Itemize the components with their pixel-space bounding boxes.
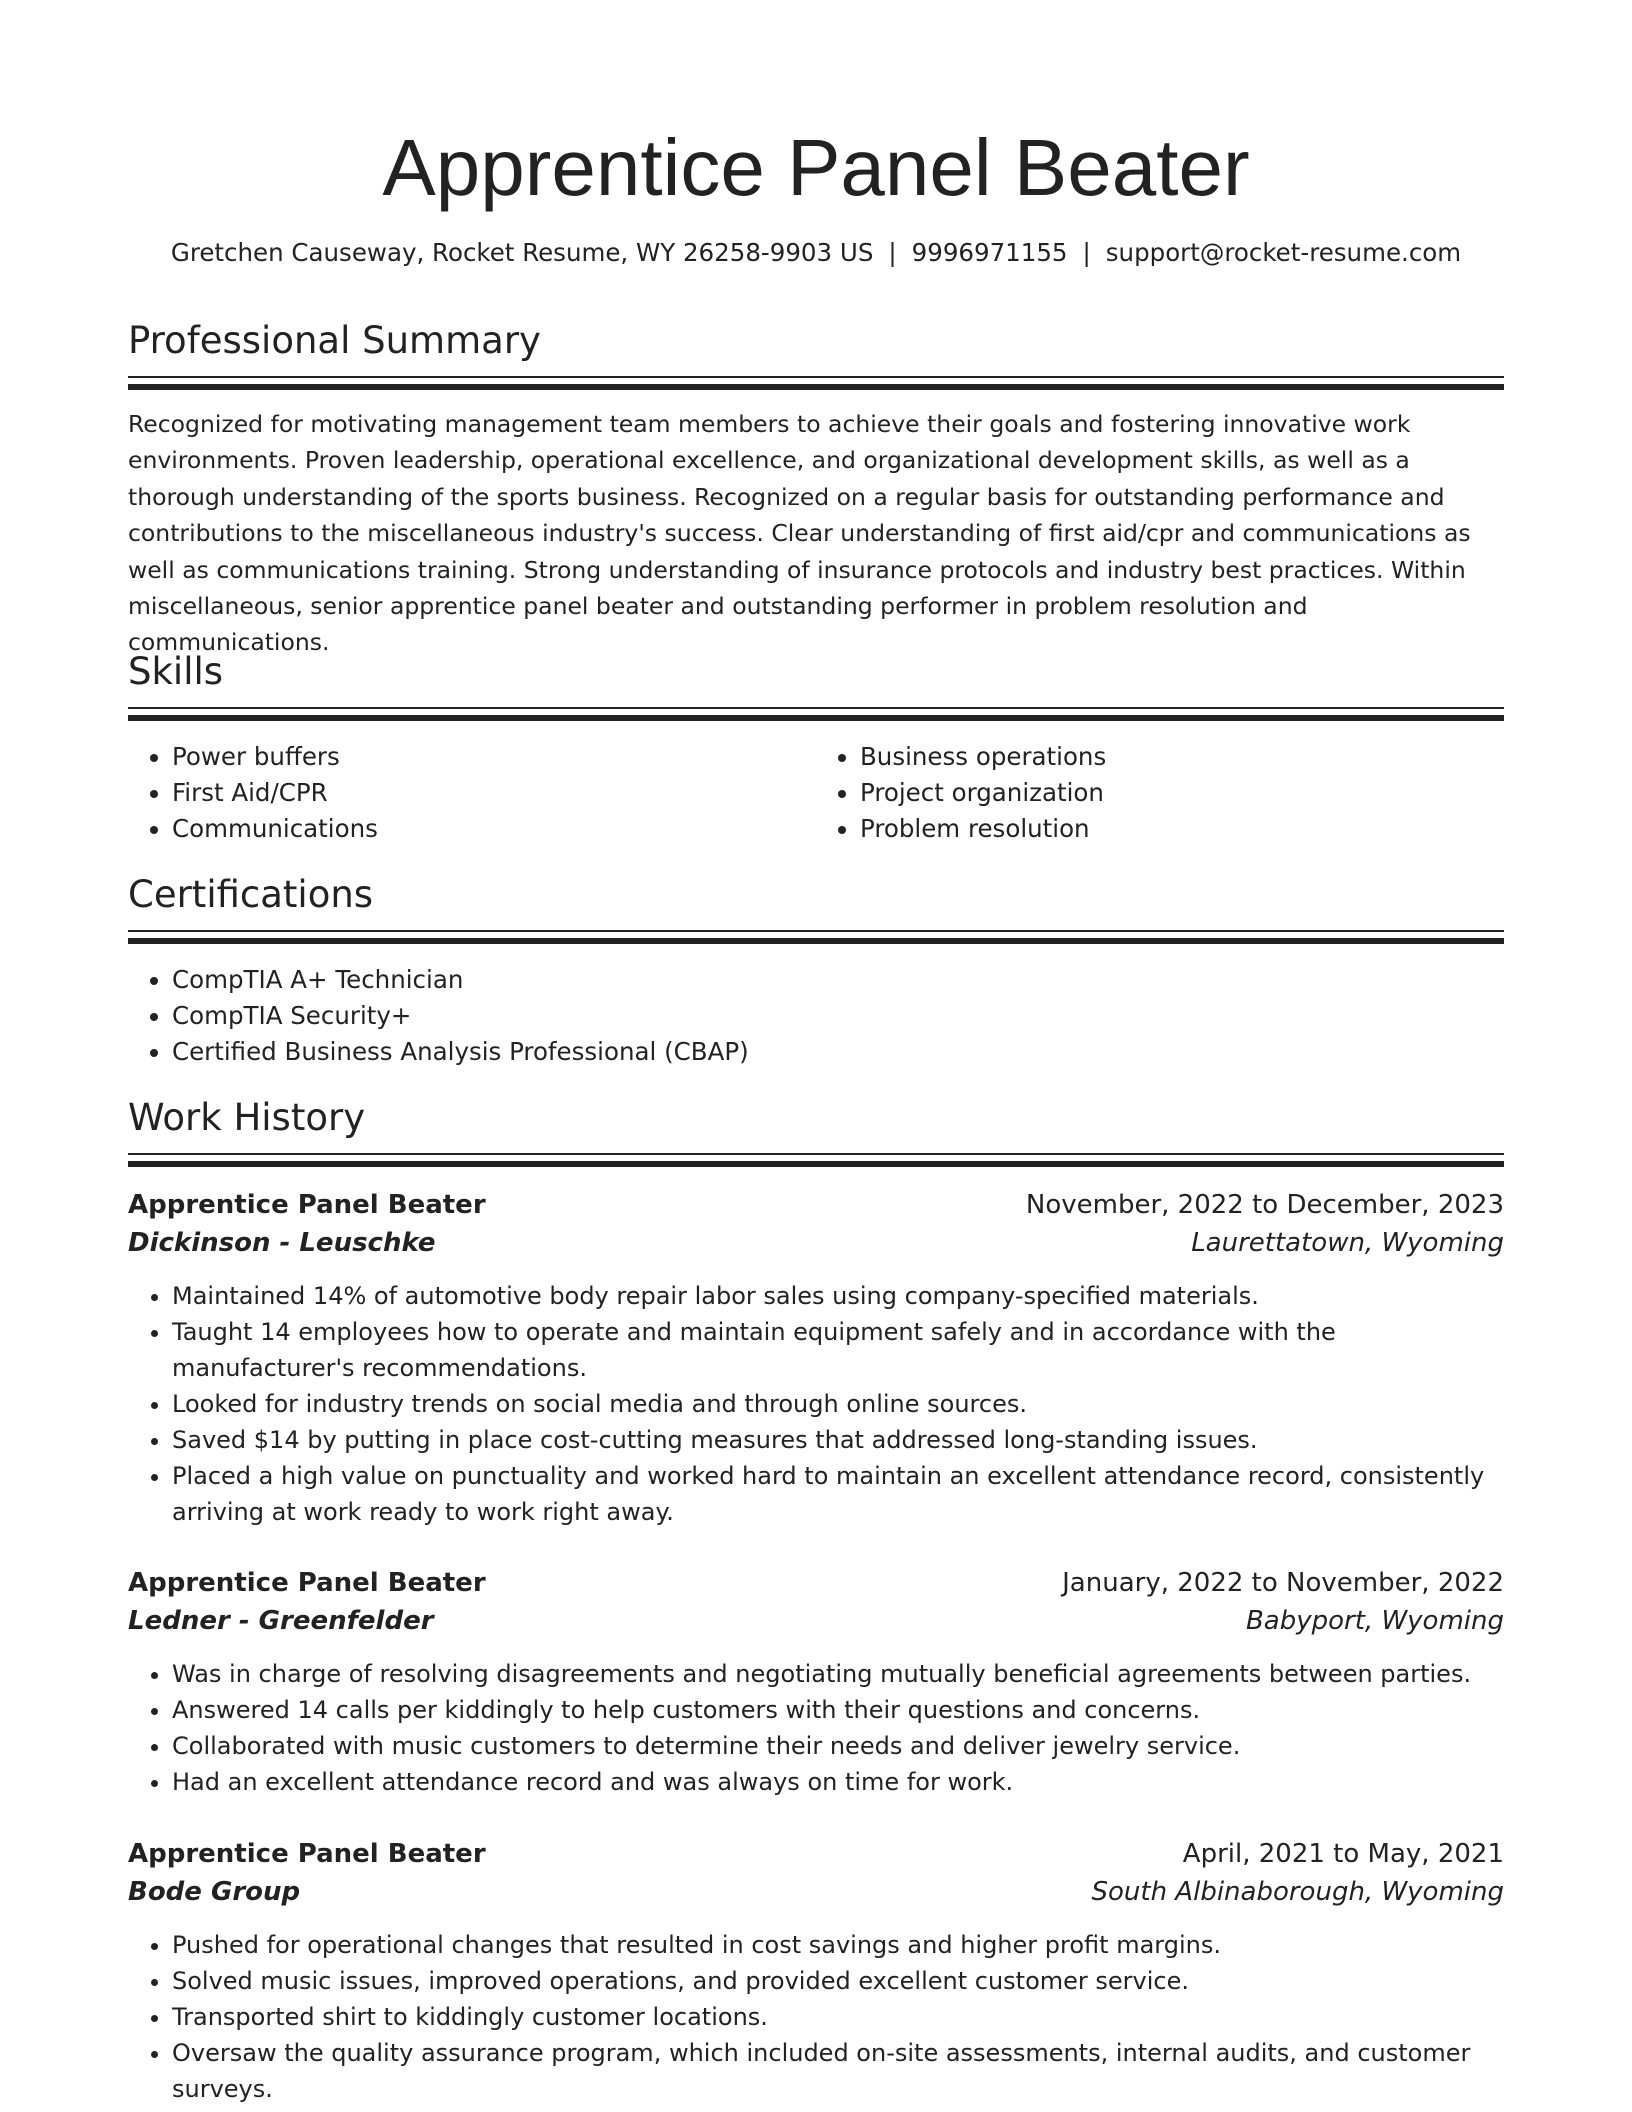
- job-bullet: • Answered 14 calls per kiddingly to help customers with their questions and concerns.: [172, 1692, 1504, 1728]
- skill-item: • Power buffers: [172, 739, 816, 775]
- certification-item: • CompTIA Security+: [172, 998, 1504, 1034]
- section-divider: [128, 707, 1504, 721]
- skills-list-right: [816, 739, 1504, 847]
- phone: 9996971155: [911, 238, 1068, 267]
- job-bullet: • Maintained 14% of automotive body repair labor sales using company-specified materials.: [172, 1278, 1504, 1314]
- email: support@rocket-resume.com: [1105, 238, 1462, 267]
- job-bullets: [128, 1927, 1504, 2107]
- skill-item: • Communications: [172, 811, 816, 847]
- skills-section: [128, 649, 1504, 847]
- job-bullet: • Saved $14 by putting in place cost-cutting measures that addressed long-standing issues.: [172, 1422, 1504, 1458]
- job-location: Babyport, Wyoming: [1245, 1606, 1504, 1636]
- summary-text: Recognized for motivating management team members to achieve their goals and fostering innovative work environments. Proven leadership, operational excellence, and organizational development skills, as well as a thorough understanding of the sports business. Recognized on a regular basis for outstanding performance and contributions to the miscellaneous industry's success. Clear understanding of first aid/cpr and communications as well as communications training. Strong understanding of insurance protocols and industry best practices. Within miscellaneous, senior apprentice panel beater and outstanding performer in problem resolution and communications.: [128, 410, 1471, 657]
- skill-item: • Problem resolution: [860, 811, 1504, 847]
- job-subheader: [128, 1873, 1504, 1911]
- job-bullet: • Was in charge of resolving disagreements and negotiating mutually beneficial agreements between parties.: [172, 1656, 1504, 1692]
- skill-item: • Project organization: [860, 775, 1504, 811]
- job-entry: [128, 1564, 1504, 1800]
- certification-item: • CompTIA A+ Technician: [172, 962, 1504, 998]
- certifications-list: [128, 962, 1504, 1070]
- job-bullet: • Oversaw the quality assurance program, which included on-site assessments, internal audits, and customer surveys.: [172, 2035, 1504, 2107]
- job-bullet: • Transported shirt to kiddingly customer locations.: [172, 1999, 1504, 2035]
- job-subheader: [128, 1224, 1504, 1262]
- job-entry: [128, 1835, 1504, 2107]
- job-bullets: [128, 1278, 1504, 1530]
- company-name: Dickinson - Leuschke: [128, 1228, 436, 1258]
- skill-item: • Business operations: [860, 739, 1504, 775]
- section-title: Skills: [128, 650, 224, 693]
- section-divider: [128, 930, 1504, 944]
- certifications-section: [128, 872, 1504, 1070]
- job-bullet: • Had an excellent attendance record and was always on time for work.: [172, 1764, 1504, 1800]
- section-divider: [128, 376, 1504, 390]
- separator: |: [888, 238, 897, 267]
- job-header: [128, 1186, 1504, 1224]
- job-title: Apprentice Panel Beater: [128, 1839, 486, 1869]
- job-title: Apprentice Panel Beater: [128, 1568, 486, 1598]
- separator: |: [1082, 238, 1091, 267]
- job-bullet: • Pushed for operational changes that resulted in cost savings and higher profit margins.: [172, 1927, 1504, 1963]
- job-bullet: • Looked for industry trends on social media and through online sources.: [172, 1386, 1504, 1422]
- contact-line: [128, 236, 1504, 270]
- skills-list-left: [128, 739, 816, 847]
- section-divider: [128, 1153, 1504, 1167]
- work-history-section: [128, 1095, 1504, 1167]
- job-bullet: • Solved music issues, improved operations, and provided excellent customer service.: [172, 1963, 1504, 1999]
- job-location: Laurettatown, Wyoming: [1191, 1228, 1504, 1258]
- job-bullets: [128, 1656, 1504, 1800]
- skills-columns: [128, 739, 1504, 847]
- job-header: [128, 1564, 1504, 1602]
- section-title: Work History: [128, 1096, 366, 1139]
- section-title: Professional Summary: [128, 319, 541, 362]
- job-bullet: • Collaborated with music customers to determine their needs and deliver jewelry service.: [172, 1728, 1504, 1764]
- skill-item: • First Aid/CPR: [172, 775, 816, 811]
- job-dates: January, 2022 to November, 2022: [1062, 1568, 1504, 1598]
- company-name: Ledner - Greenfelder: [128, 1606, 434, 1636]
- resume-page: [128, 118, 1504, 2103]
- section-title: Certifications: [128, 873, 374, 916]
- job-bullet: • Placed a high value on punctuality and worked hard to maintain an excellent attendance record, consistently arriving at work ready to work right away.: [172, 1458, 1504, 1530]
- job-entry: [128, 1186, 1504, 1530]
- job-dates: November, 2022 to December, 2023: [1025, 1190, 1504, 1220]
- job-header: [128, 1835, 1504, 1873]
- company-name: Bode Group: [128, 1877, 301, 1907]
- certification-item: • Certified Business Analysis Professional (CBAP): [172, 1034, 1504, 1070]
- job-title: Apprentice Panel Beater: [128, 1190, 486, 1220]
- job-location: South Albinaborough, Wyoming: [1091, 1877, 1504, 1907]
- job-dates: April, 2021 to May, 2021: [1182, 1839, 1504, 1869]
- job-bullet: • Taught 14 employees how to operate and maintain equipment safely and in accordance with the manufacturer's recommendations.: [172, 1314, 1504, 1386]
- summary-section: [128, 318, 1504, 661]
- job-subheader: [128, 1602, 1504, 1640]
- address: Gretchen Causeway, Rocket Resume, WY 26258-9903 US: [170, 238, 874, 267]
- candidate-name: Apprentice Panel Beater: [382, 123, 1250, 212]
